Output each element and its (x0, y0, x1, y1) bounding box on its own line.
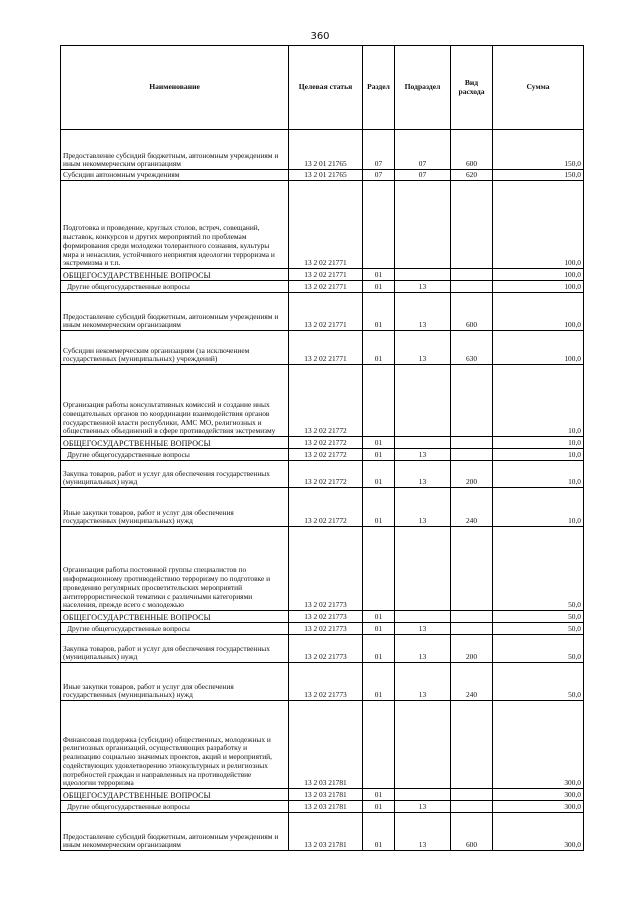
header-section: Раздел (363, 46, 395, 130)
row-subsection: 07 (395, 130, 451, 170)
row-target: 13 2 02 21773 (289, 527, 363, 611)
row-section: 01 (363, 635, 395, 663)
row-name: Организация работы консультативных комиссий и создание иных совещательных органов по координации взаимодействия органов государственной власти республики, АМС МО, религиозных и общественных объединений в сфере противодействия экстремизму (61, 365, 289, 437)
row-expense-type: 600 (451, 293, 493, 331)
row-amount: 10,0 (493, 488, 584, 527)
table-header (61, 46, 584, 130)
row-section: 01 (363, 293, 395, 331)
row-subsection: 07 (395, 170, 451, 181)
page-number: 360 (310, 31, 330, 42)
row-section (363, 701, 395, 789)
row-expense-type (451, 365, 493, 437)
row-section (363, 527, 395, 611)
row-target: 13 2 03 21781 (289, 813, 363, 851)
table-row (61, 449, 584, 461)
row-amount: 10,0 (493, 437, 584, 449)
row-target: 13 2 02 21773 (289, 635, 363, 663)
row-target: 13 2 03 21781 (289, 801, 363, 813)
row-section: 01 (363, 663, 395, 701)
row-name: Другие общегосударственные вопросы (61, 623, 289, 635)
row-expense-type (451, 701, 493, 789)
row-expense-type (451, 437, 493, 449)
row-expense-type: 620 (451, 170, 493, 181)
row-expense-type (451, 611, 493, 623)
row-expense-type: 600 (451, 130, 493, 170)
row-name: Организация работы постоянной группы специалистов по информационному противодействию терроризму по подготовке и проведению регулярных просветительских мероприятий антитеррористической тематики с различными категориями населения, прежде всего с молодежью (61, 527, 289, 611)
row-name: Иные закупки товаров, работ и услуг для обеспечения государственных (муниципальных) нужд (61, 663, 289, 701)
row-subsection (395, 611, 451, 623)
row-name: Иные закупки товаров, работ и услуг для обеспечения государственных (муниципальных) нужд (61, 488, 289, 527)
row-subsection: 13 (395, 449, 451, 461)
row-name: ОБЩЕГОСУДАРСТВЕННЫЕ ВОПРОСЫ (61, 437, 289, 449)
row-expense-type (451, 449, 493, 461)
row-expense-type: 200 (451, 635, 493, 663)
row-section: 07 (363, 130, 395, 170)
table-row (61, 663, 584, 701)
row-name: Финансовая поддержка (субсидии) общественных, молодежных и религиозных организаций, осуществляющих разработку и реализацию социально значимых проектов, акций и мероприятий, содействующих удовлетворению этнокультурных и религиозных потребностей граждан и направленных на противодействие идеологии терроризма (61, 701, 289, 789)
row-subsection: 13 (395, 801, 451, 813)
row-amount: 100,0 (493, 181, 584, 269)
row-subsection: 13 (395, 635, 451, 663)
row-expense-type (451, 801, 493, 813)
row-name: Другие общегосударственные вопросы (61, 281, 289, 293)
table-row (61, 293, 584, 331)
row-amount: 100,0 (493, 269, 584, 281)
row-target: 13 2 01 21765 (289, 130, 363, 170)
row-amount: 10,0 (493, 449, 584, 461)
row-name: Предоставление субсидий бюджетным, автономным учреждениям и иным некоммерческим организациям (61, 130, 289, 170)
row-name: ОБЩЕГОСУДАРСТВЕННЫЕ ВОПРОСЫ (61, 789, 289, 801)
row-expense-type (451, 181, 493, 269)
row-subsection: 13 (395, 293, 451, 331)
row-target: 13 2 02 21772 (289, 449, 363, 461)
row-section (363, 365, 395, 437)
row-target: 13 2 02 21772 (289, 365, 363, 437)
row-target: 13 2 02 21771 (289, 293, 363, 331)
table-row (61, 281, 584, 293)
row-section: 01 (363, 488, 395, 527)
row-amount: 100,0 (493, 281, 584, 293)
row-name: Другие общегосударственные вопросы (61, 801, 289, 813)
row-expense-type (451, 281, 493, 293)
row-section: 01 (363, 449, 395, 461)
table-row (61, 488, 584, 527)
budget-table (60, 45, 584, 851)
row-expense-type (451, 527, 493, 611)
table-row (61, 331, 584, 365)
row-expense-type: 240 (451, 663, 493, 701)
row-name: Субсидии некоммерческим организациям (за исключением государственных (муниципальных) учреждений) (61, 331, 289, 365)
row-amount: 50,0 (493, 611, 584, 623)
row-subsection (395, 701, 451, 789)
row-amount: 300,0 (493, 813, 584, 851)
row-section: 01 (363, 281, 395, 293)
row-expense-type: 240 (451, 488, 493, 527)
row-subsection: 13 (395, 813, 451, 851)
row-amount: 150,0 (493, 170, 584, 181)
row-section (363, 181, 395, 269)
row-name: Закупка товаров, работ и услуг для обеспечения государственных (муниципальных) нужд (61, 461, 289, 488)
row-expense-type (451, 623, 493, 635)
row-subsection: 13 (395, 488, 451, 527)
table-row (61, 181, 584, 269)
row-subsection: 13 (395, 461, 451, 488)
table-row (61, 635, 584, 663)
row-section: 01 (363, 813, 395, 851)
row-target: 13 2 02 21771 (289, 181, 363, 269)
table-row (61, 170, 584, 181)
row-amount: 150,0 (493, 130, 584, 170)
row-target: 13 2 01 21765 (289, 170, 363, 181)
table-row (61, 623, 584, 635)
row-name: Предоставление субсидий бюджетным, автономным учреждениям и иным некоммерческим организациям (61, 813, 289, 851)
row-target: 13 2 02 21771 (289, 269, 363, 281)
row-section: 01 (363, 461, 395, 488)
row-amount: 100,0 (493, 331, 584, 365)
table-row (61, 130, 584, 170)
row-section: 01 (363, 789, 395, 801)
row-target: 13 2 02 21772 (289, 488, 363, 527)
row-section: 01 (363, 331, 395, 365)
row-name: Другие общегосударственные вопросы (61, 449, 289, 461)
row-target: 13 2 02 21772 (289, 437, 363, 449)
header-name: Наименование (61, 46, 289, 130)
row-amount: 50,0 (493, 635, 584, 663)
row-name: ОБЩЕГОСУДАРСТВЕННЫЕ ВОПРОСЫ (61, 269, 289, 281)
row-section: 07 (363, 170, 395, 181)
row-amount: 50,0 (493, 623, 584, 635)
row-name: Подготовка и проведение, круглых столов, встреч, совещаний, выставок, конкурсов и других мероприятий по проблемам формирования среди молодежи толерантного сознания, культуры мира и ненасилия, устойчивого неприятия идеологии терроризма и экстремизма и т.п. (61, 181, 289, 269)
row-target: 13 2 03 21781 (289, 701, 363, 789)
table-row (61, 437, 584, 449)
row-amount: 300,0 (493, 701, 584, 789)
row-target: 13 2 03 21781 (289, 789, 363, 801)
row-name: Субсидии автономным учреждениям (61, 170, 289, 181)
row-target: 13 2 02 21772 (289, 461, 363, 488)
row-amount: 100,0 (493, 293, 584, 331)
header-subsection: Подраздел (395, 46, 451, 130)
row-expense-type: 200 (451, 461, 493, 488)
row-section: 01 (363, 437, 395, 449)
row-amount: 300,0 (493, 801, 584, 813)
row-expense-type (451, 269, 493, 281)
row-amount: 300,0 (493, 789, 584, 801)
row-subsection (395, 789, 451, 801)
row-subsection (395, 527, 451, 611)
table-row (61, 527, 584, 611)
row-section: 01 (363, 269, 395, 281)
row-expense-type (451, 789, 493, 801)
row-name: ОБЩЕГОСУДАРСТВЕННЫЕ ВОПРОСЫ (61, 611, 289, 623)
row-expense-type: 630 (451, 331, 493, 365)
table-row (61, 789, 584, 801)
row-subsection (395, 181, 451, 269)
row-amount: 50,0 (493, 663, 584, 701)
row-section: 01 (363, 623, 395, 635)
table-row (61, 611, 584, 623)
table-row (61, 269, 584, 281)
row-name: Закупка товаров, работ и услуг для обеспечения государственных (муниципальных) нужд (61, 635, 289, 663)
row-section: 01 (363, 611, 395, 623)
table-row (61, 365, 584, 437)
row-subsection: 13 (395, 281, 451, 293)
row-subsection: 13 (395, 623, 451, 635)
header-expense-type: Вид расхода (451, 46, 493, 130)
row-expense-type: 600 (451, 813, 493, 851)
row-subsection: 13 (395, 663, 451, 701)
table-row (61, 701, 584, 789)
row-amount: 50,0 (493, 527, 584, 611)
row-subsection (395, 365, 451, 437)
row-subsection (395, 269, 451, 281)
header-amount: Сумма (493, 46, 584, 130)
row-target: 13 2 02 21771 (289, 281, 363, 293)
table-row (61, 461, 584, 488)
table-row (61, 813, 584, 851)
row-target: 13 2 02 21773 (289, 623, 363, 635)
table-row (61, 801, 584, 813)
row-target: 13 2 02 21773 (289, 611, 363, 623)
row-target: 13 2 02 21771 (289, 331, 363, 365)
row-name: Предоставление субсидий бюджетным, автономным учреждениям и иным некоммерческим организациям (61, 293, 289, 331)
row-section: 01 (363, 801, 395, 813)
row-amount: 10,0 (493, 365, 584, 437)
header-target: Целевая статья (289, 46, 363, 130)
row-target: 13 2 02 21773 (289, 663, 363, 701)
row-subsection: 13 (395, 331, 451, 365)
row-subsection (395, 437, 451, 449)
row-amount: 10,0 (493, 461, 584, 488)
